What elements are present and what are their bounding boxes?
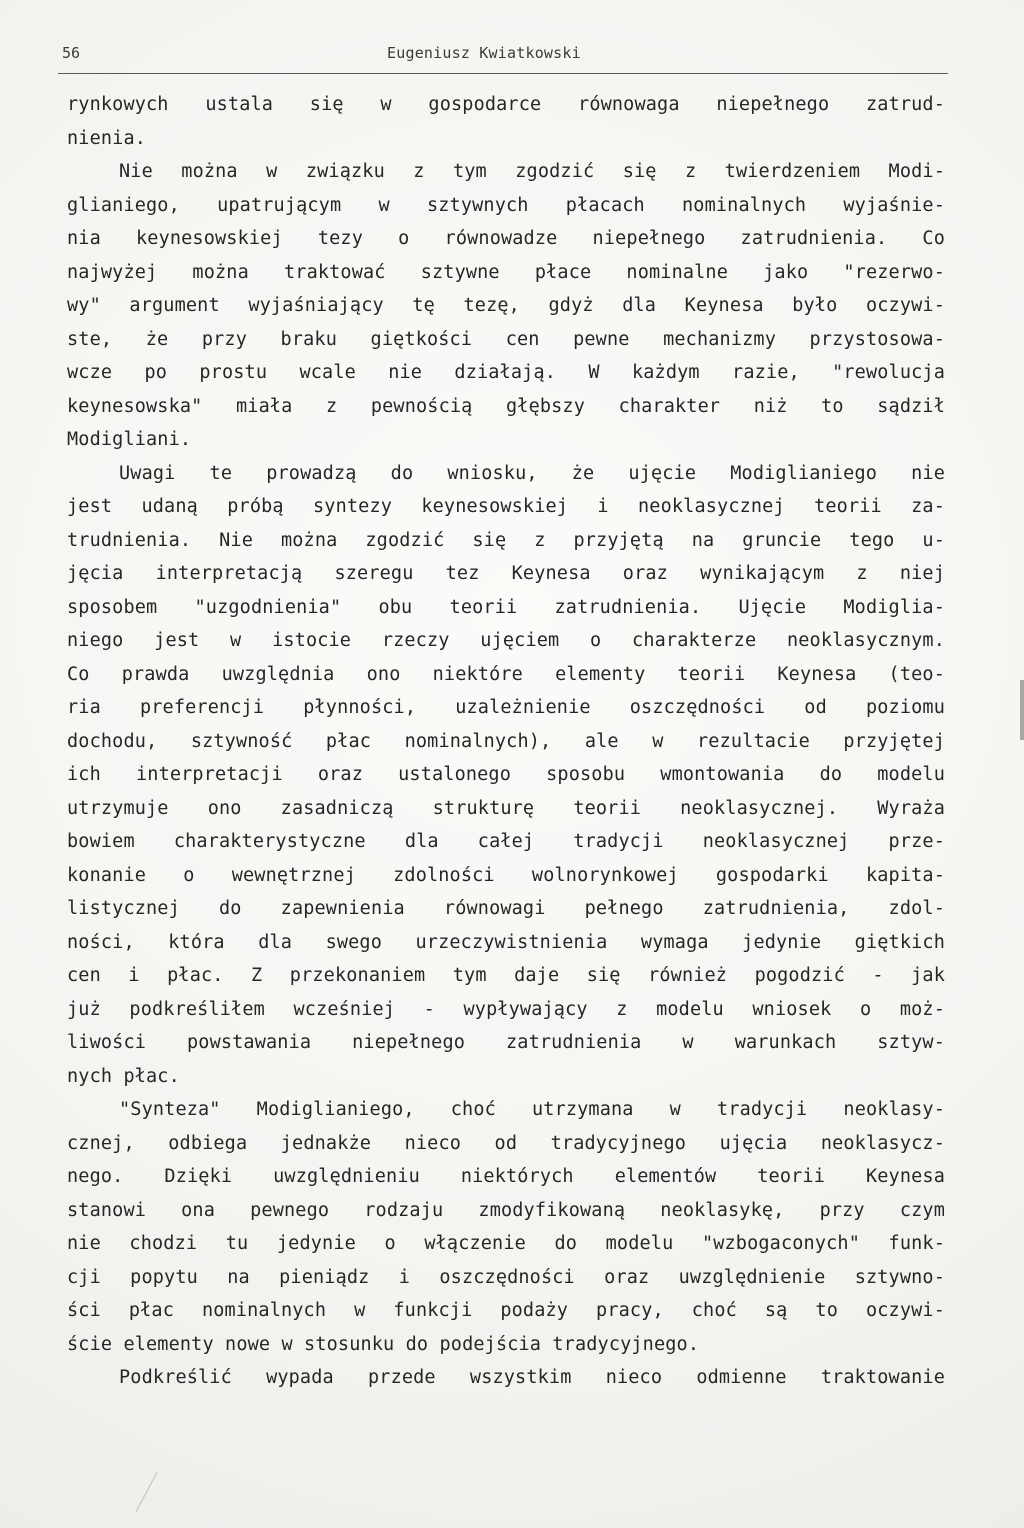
- text-line: ich interpretacji oraz ustalonego sposobu wmontowania do modelu: [67, 764, 945, 785]
- text-line: rynkowych ustala się w gospodarce równowaga niepełnego zatrud-: [67, 94, 945, 115]
- text-line: keynesowska" miała z pewnością głębszy charakter niż to sądził: [67, 395, 945, 417]
- text-line: wy" argument wyjaśniający tę tezę, gdyż dla Keynesa było oczywi-: [67, 295, 945, 316]
- text-line: już podkreśliłem wcześniej - wypływający z modelu wniosek o moż-: [67, 998, 945, 1020]
- text-line: utrzymuje ono zasadniczą strukturę teorii neoklasycznej. Wyraża: [67, 797, 945, 819]
- text-line: Co prawda uwzględnia ono niektóre elementy teorii Keynesa (teo-: [67, 663, 945, 685]
- text-line: ności, która dla swego urzeczywistnienia wymaga jedynie giętkich: [67, 931, 945, 953]
- text-line: dochodu, sztywność płac nominalnych), ale w rezultacie przyjętej: [67, 730, 945, 752]
- page-number: 56: [62, 44, 81, 62]
- text-line: cji popytu na pieniądz i oszczędności oraz uwzględnienie sztywno-: [67, 1266, 945, 1288]
- text-line: konanie o wewnętrznej zdolności wolnorynkowej gospodarki kapita-: [67, 864, 945, 886]
- paragraph-first-line: "Synteza" Modiglianiego, choć utrzymana w tradycji neoklasy-: [119, 1099, 945, 1120]
- text-line: jest udaną próbą syntezy keynesowskiej i neoklasycznej teorii za-: [67, 496, 945, 517]
- text-line: wcze po prostu wcale nie działają. W każdym razie, "rewolucja: [67, 362, 945, 383]
- text-line: ste, że przy braku giętkości cen pewne mechanizmy przystosowa-: [67, 328, 945, 350]
- text-line: cen i płac. Z przekonaniem tym daje się również pogodzić - jak: [67, 965, 945, 986]
- text-line: ście elementy nowe w stosunku do podejścia tradycyjnego.: [67, 1333, 700, 1355]
- text-line: cznej, odbiega jednakże nieco od tradycyjnego ujęcia neoklasycz-: [67, 1132, 945, 1154]
- text-line: ria preferencji płynności, uzależnienie oszczędności od poziomu: [67, 697, 945, 718]
- text-line: najwyżej można traktować sztywne płace nominalne jako "rezerwo-: [67, 261, 945, 283]
- text-line: nego. Dzięki uwzględnieniu niektórych elementów teorii Keynesa: [67, 1166, 945, 1187]
- text-line: stanowi ona pewnego rodzaju zmodyfikowaną neoklasykę, przy czym: [67, 1199, 945, 1221]
- paragraph-first-line: Nie można w związku z tym zgodzić się z twierdzeniem Modi-: [119, 161, 945, 182]
- body-text: [67, 88, 945, 1395]
- page-header: [62, 40, 942, 70]
- text-line: listycznej do zapewnienia równowagi pełnego zatrudnienia, zdol-: [67, 898, 945, 919]
- text-line: jęcia interpretacją szeregu tez Keynesa oraz wynikającym z niej: [67, 563, 945, 584]
- text-line: niego jest w istocie rzeczy ujęciem o charakterze neoklasycznym.: [67, 630, 945, 651]
- header-rule: [58, 73, 948, 74]
- text-line: Modigliani.: [67, 429, 192, 450]
- running-head: Eugeniusz Kwiatkowski: [387, 44, 581, 62]
- paragraph-first-line: Uwagi te prowadzą do wniosku, że ujęcie Modiglianiego nie: [119, 462, 945, 484]
- paragraph-first-line: Podkreślić wypada przede wszystkim nieco odmienne traktowanie: [119, 1367, 945, 1388]
- text-line: sposobem "uzgodnienia" obu teorii zatrudnienia. Ujęcie Modiglia-: [67, 596, 945, 618]
- text-line: nych płac.: [67, 1065, 180, 1087]
- text-line: nie chodzi tu jedynie o włączenie do modelu "wzbogaconych" funk-: [67, 1233, 945, 1254]
- text-line: trudnienia. Nie można zgodzić się z przyjętą na gruncie tego u-: [67, 529, 945, 551]
- text-line: nienia.: [67, 127, 147, 149]
- text-line: glianiego, upatrującym w sztywnych płacach nominalnych wyjaśnie-: [67, 194, 945, 216]
- text-line: bowiem charakterystyczne dla całej tradycji neoklasycznej prze-: [67, 831, 945, 852]
- text-line: nia keynesowskiej tezy o równowadze niepełnego zatrudnienia. Co: [67, 228, 945, 249]
- text-line: ści płac nominalnych w funkcji podaży pracy, choć są to oczywi-: [67, 1300, 945, 1321]
- text-line: liwości powstawania niepełnego zatrudnienia w warunkach sztyw-: [67, 1032, 945, 1053]
- scan-edge-mark: [1020, 680, 1024, 740]
- scan-stray-mark: [136, 1472, 158, 1511]
